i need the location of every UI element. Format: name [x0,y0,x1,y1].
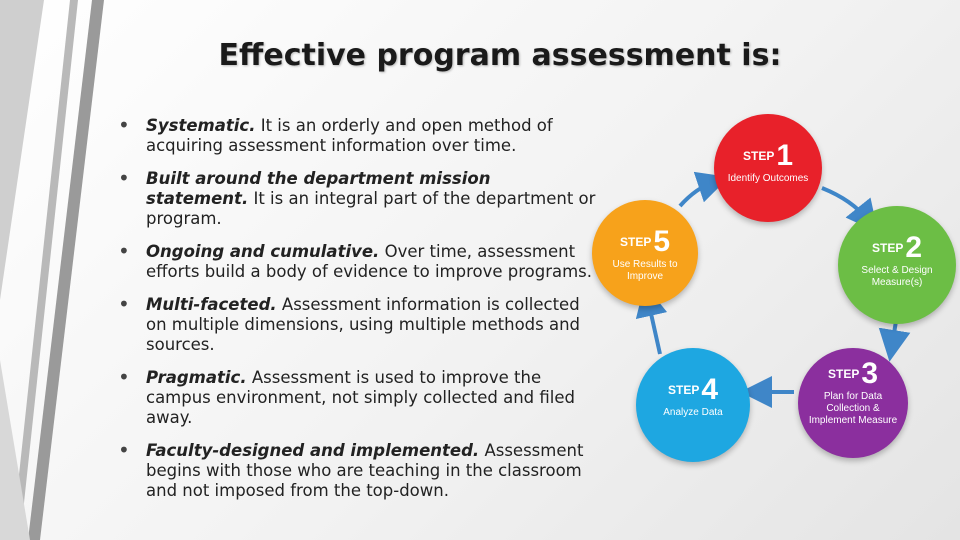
step-description: Plan for Data Collection & Implement Measure [808,391,898,426]
step-description: Select & Design Measure(s) [861,265,933,288]
bullet-text: Over time, assessment efforts build a body of evidence to improve programs. [146,242,593,281]
bullet-term: Pragmatic. [146,368,247,387]
bullet-dot-icon: • [118,239,130,263]
bullet-term: Built around the department mission statement. [146,169,491,208]
step-3-circle [798,348,908,458]
bullet-dot-icon: • [118,365,130,389]
slide-title: Effective program assessment is: [218,38,782,73]
step-label: STEP [871,241,904,255]
step-5-circle [592,200,698,306]
step-4-circle [636,348,750,462]
arrow-step5-to-step1 [680,182,714,206]
step-description: Analyze Data [663,407,723,418]
bullet-item [118,166,598,229]
bullet-item [118,239,598,282]
bullet-text: It is an integral part of the department or program. [146,189,596,228]
bullet-text: It is an orderly and open method of acquiring assessment information over time. [146,116,553,155]
bullet-text: Assessment begins with those who are teaching in the classroom and not imposed from the top-down. [146,441,584,500]
bullet-text: Assessment is used to improve the campus environment, not simply collected and filed away. [146,368,575,427]
step-description: Use Results to Improve [612,259,678,282]
arrow-step4-to-step5 [648,300,660,354]
bullet-term: Faculty-designed and implemented. [146,441,480,460]
bullet-dot-icon: • [118,292,130,316]
bullet-list [118,113,598,514]
step-number: 2 [905,231,923,264]
step-number: 4 [701,373,719,406]
bullet-term: Ongoing and cumulative. [146,242,380,261]
bullet-item [118,365,598,428]
step-label: STEP [827,367,860,381]
decorative-stripes [0,0,130,540]
step-label: STEP [742,149,775,163]
bullet-item [118,113,598,156]
step-label: STEP [619,235,652,249]
bullet-dot-icon: • [118,438,130,462]
step-description: Identify Outcomes [727,173,809,184]
step-number: 3 [861,357,879,390]
bullet-item [118,438,598,501]
bullet-term: Systematic. [146,116,256,135]
step-1-circle [714,114,822,222]
bullet-term: Multi-faceted. [146,295,277,314]
step-number: 1 [776,139,794,172]
step-2-circle [838,206,956,324]
assessment-cycle-diagram [590,100,960,480]
arrow-step1-to-step2 [822,188,868,220]
step-label: STEP [667,383,700,397]
step-number: 5 [653,225,671,258]
bullet-item [118,292,598,355]
bullet-text: Assessment information is collected on multiple dimensions, using multiple methods and sources. [146,295,581,354]
bullet-dot-icon: • [118,113,130,137]
bullet-dot-icon: • [118,166,130,190]
